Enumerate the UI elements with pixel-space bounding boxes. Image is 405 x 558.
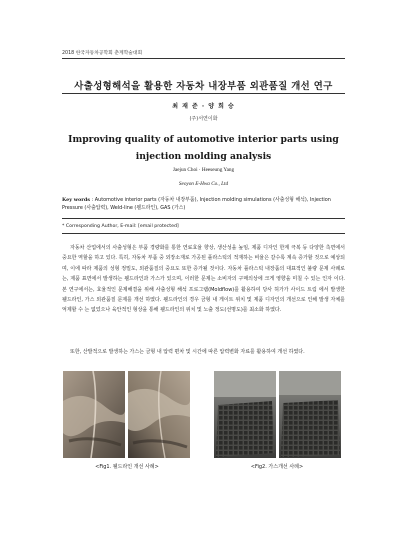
korean-title: 사출성형해석을 활용한 자동차 내장부품 외관품질 개선 연구 <box>74 81 333 92</box>
body-paragraph-1: 자동차 산업에서의 사출성형은 부품 경량화를 통한 연료효율 향상, 생산성을 높임, 제품 디자인 한계 극복 등 다양한 측면에서 중요한 역할을 하고 있다. 특히, 자동차 부품 중 외장소재로 가공된 플라스틱의 적재하는 비율은 갈수록 계속 증가할 것으로 예상되며, 이에 따라 제품의 성형 정밀도, 외관품질의 중요도 또한 증가될 것이다. 자동차 플라스틱 내장품의 대표적인 불량 문제 사례로는, 제품 표면에서 발생하는 웰드라인과 가스가 있으며, 이러한 문제는 소비자의 구매의상에 크게 영향을 미칠 수 있는 인자 이다. 본 연구에서는, 효율적인 문제해결을 위해 사출성형 해석 프로그램(Moldflow)를 활용하여 당사 허가가 사이드 트림 에서 발생한 웰드라인, 가스 외관품질 문제를 개선 하였다. 웰드라인의 경우 금형 내 게이트 위치 및 제품 디자인의 개선으로 인해 발생 자체를 억제할 수 는 없었으나 육안적인 형상을 통해 웰드라인의 위치 및 노출 정도(선명도)를 최소화 하였다. <box>62 245 345 314</box>
english-authors: Jaejun Choi · Heeseung Yang <box>172 167 235 173</box>
figure-2-image <box>214 371 341 458</box>
english-title: Improving quality of automotive interior parts using injection molding analysis <box>68 134 339 162</box>
corresponding-rule <box>62 233 345 234</box>
keywords-text: : Automotive interior parts (자동차 내장부품), Injection molding simulations (사출성형 해석), Injection Pressure (사출압력), Weld-line (웰드라인), GAS (가스) <box>62 197 331 211</box>
title-underline <box>62 93 345 94</box>
figure-1-caption: <Fig1. 웰드라인 개선 사례> <box>95 464 159 470</box>
korean-authors: 최 재 준 · 양 희 승 <box>172 103 235 110</box>
english-affiliation: Seoyon E-Hwa Co., Ltd <box>178 181 229 187</box>
conference-header: 2018 한국자동차공학회 춘계학술대회 <box>62 51 143 56</box>
figure-2-caption: <Fig2. 가스개선 사례> <box>250 464 304 470</box>
body-paragraph-2: 또한, 산발적으로 발생하는 가스는 금형 내 압력 편차 및 시간에 따른 압력변화 자료를 활용하여 개선 하였다. <box>70 349 305 355</box>
header-rule <box>62 58 345 59</box>
korean-affiliation: (주)서연이화 <box>189 116 218 122</box>
keywords-rule <box>62 218 345 219</box>
keywords-block <box>62 197 345 212</box>
keywords-label: Key words <box>62 197 91 203</box>
figure-1-image <box>63 371 190 458</box>
corresponding-author: * Corresponding Author, E-mail: [email protected] <box>62 224 179 229</box>
